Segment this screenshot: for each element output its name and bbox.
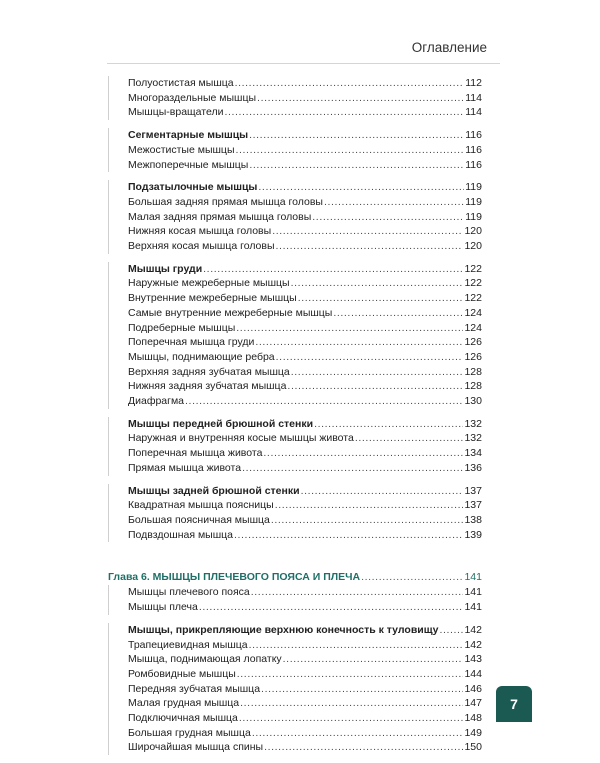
- toc-entry[interactable]: [128, 585, 482, 600]
- toc-entry-title: Мышцы груди: [128, 262, 203, 275]
- toc-entry-page: 141: [464, 601, 482, 614]
- dot-leader: [271, 513, 464, 528]
- toc-entry-page: 120: [464, 225, 482, 238]
- toc-section-heading[interactable]: [128, 262, 482, 277]
- dot-leader: [185, 394, 463, 409]
- dot-leader: [224, 105, 464, 120]
- toc-group: [108, 417, 482, 476]
- toc-entry-title: Поперечная мышца груди: [128, 336, 255, 349]
- toc-entry-page: 119: [465, 210, 482, 223]
- toc-entry-page: 130: [464, 395, 482, 408]
- dot-leader: [236, 321, 463, 336]
- toc-entry[interactable]: [128, 652, 482, 667]
- dot-leader: [235, 76, 465, 91]
- dot-leader: [439, 623, 463, 638]
- toc-entry[interactable]: [128, 335, 482, 350]
- toc-entry-page: 137: [464, 499, 482, 512]
- toc-entry[interactable]: [128, 600, 482, 615]
- chapter-page: 141: [464, 571, 482, 584]
- dot-leader: [333, 306, 463, 321]
- toc-entry-page: 122: [464, 277, 482, 290]
- dot-leader: [276, 239, 464, 254]
- toc-entry[interactable]: [128, 291, 482, 306]
- dot-leader: [258, 180, 464, 195]
- toc-entry-title: Межпоперечные мышцы: [128, 158, 249, 171]
- toc-entry[interactable]: [128, 394, 482, 409]
- table-of-contents: [108, 76, 482, 763]
- dot-leader: [263, 446, 463, 461]
- toc-entry-title: Нижняя косая мышца головы: [128, 225, 272, 238]
- toc-entry-page: 122: [464, 292, 482, 305]
- toc-entry-page: 149: [464, 726, 482, 739]
- dot-leader: [324, 195, 464, 210]
- dot-leader: [276, 350, 464, 365]
- chapter-spacer: [108, 550, 482, 570]
- dot-leader: [251, 585, 464, 600]
- dot-leader: [199, 600, 464, 615]
- toc-entry-page: 128: [464, 365, 482, 378]
- toc-entry-page: 141: [464, 586, 482, 599]
- toc-section-heading[interactable]: [128, 180, 482, 195]
- toc-section-heading[interactable]: [128, 417, 482, 432]
- toc-entry-page: 142: [464, 623, 482, 636]
- toc-entry[interactable]: [128, 224, 482, 239]
- dot-leader: [291, 276, 464, 291]
- toc-entry-page: 114: [465, 106, 482, 119]
- dot-leader: [242, 461, 463, 476]
- toc-entry-page: 126: [464, 336, 482, 349]
- toc-entry[interactable]: [128, 696, 482, 711]
- toc-entry[interactable]: [128, 239, 482, 254]
- dot-leader: [257, 91, 464, 106]
- toc-entry-title: Подреберные мышцы: [128, 321, 236, 334]
- toc-entry[interactable]: [128, 306, 482, 321]
- toc-section-heading[interactable]: [128, 128, 482, 143]
- toc-entry-page: 112: [465, 77, 482, 89]
- toc-entry[interactable]: [128, 158, 482, 173]
- toc-entry[interactable]: [128, 528, 482, 543]
- toc-entry-page: 119: [465, 181, 482, 194]
- toc-entry[interactable]: [128, 195, 482, 210]
- toc-entry-title: Мышцы передней брюшной стенки: [128, 417, 314, 430]
- toc-entry-page: 116: [465, 143, 482, 156]
- dot-leader: [261, 682, 463, 697]
- toc-entry-title: Диафрагма: [128, 395, 185, 408]
- dot-leader: [272, 224, 463, 239]
- toc-entry-page: 122: [464, 262, 482, 275]
- toc-entry-page: 148: [464, 712, 482, 725]
- toc-entry-title: Подвздошная мышца: [128, 528, 233, 541]
- toc-section-heading[interactable]: [128, 623, 482, 638]
- toc-entry-title: Мышцы задней брюшной стенки: [128, 484, 300, 497]
- toc-entry-page: 119: [465, 195, 482, 208]
- toc-entry-title: Большая грудная мышца: [128, 726, 251, 739]
- toc-entry-title: Малая грудная мышца: [128, 697, 240, 710]
- toc-entry-title: Наружная и внутренняя косые мышцы живота: [128, 432, 354, 445]
- toc-entry-page: 128: [464, 380, 482, 393]
- toc-entry-title: Нижняя задняя зубчатая мышца: [128, 380, 287, 393]
- toc-entry-page: 150: [464, 741, 482, 754]
- toc-group: [108, 128, 482, 172]
- toc-entry-page: 138: [464, 513, 482, 526]
- toc-entry-page: 132: [464, 432, 482, 445]
- dot-leader: [298, 291, 464, 306]
- toc-entry-page: 144: [464, 667, 482, 680]
- toc-entry-page: 126: [464, 350, 482, 363]
- dot-leader: [301, 484, 464, 499]
- toc-entry[interactable]: [128, 740, 482, 755]
- toc-entry[interactable]: [128, 726, 482, 741]
- toc-entry-title: Трапециевидная мышца: [128, 638, 248, 651]
- header-divider: [107, 63, 500, 64]
- toc-entry-page: 146: [464, 682, 482, 695]
- toc-entry[interactable]: [128, 91, 482, 106]
- toc-entry[interactable]: [128, 210, 482, 225]
- toc-entry-title: Ромбовидные мышцы: [128, 667, 236, 680]
- toc-entry-title: Верхняя косая мышца головы: [128, 240, 275, 253]
- toc-entry-title: Мышцы-вращатели: [128, 106, 224, 119]
- dot-leader: [264, 740, 463, 755]
- toc-entry-page: 136: [464, 461, 482, 474]
- toc-entry-title: Широчайшая мышца спины: [128, 741, 264, 754]
- toc-entry-title: Поперечная мышца живота: [128, 447, 263, 460]
- toc-entry-page: 137: [464, 484, 482, 497]
- toc-entry-page: 124: [464, 306, 482, 319]
- toc-group: [108, 76, 482, 120]
- dot-leader: [252, 726, 464, 741]
- toc-entry-title: Мышцы, поднимающие ребра: [128, 350, 275, 363]
- dot-leader: [249, 638, 464, 653]
- toc-entry-title: Полуостистая мышца: [128, 77, 234, 89]
- toc-entry[interactable]: [128, 365, 482, 380]
- toc-entry-title: Передняя зубчатая мышца: [128, 682, 261, 695]
- toc-entry-page: 116: [465, 158, 482, 171]
- toc-group: [108, 484, 482, 543]
- toc-group: [108, 623, 482, 755]
- toc-entry-title: Большая задняя прямая мышца головы: [128, 195, 323, 208]
- toc-group: [108, 262, 482, 409]
- dot-leader: [283, 652, 464, 667]
- toc-entry-page: 132: [464, 417, 482, 430]
- header-title: Оглавление: [411, 40, 487, 55]
- dot-leader: [291, 365, 464, 380]
- toc-entry[interactable]: [128, 105, 482, 120]
- toc-entry[interactable]: [128, 682, 482, 697]
- toc-entry-page: 120: [464, 240, 482, 253]
- toc-entry-title: Многораздельные мышцы: [128, 91, 257, 104]
- dot-leader: [287, 379, 463, 394]
- toc-entry[interactable]: [128, 711, 482, 726]
- toc-chapter-heading[interactable]: [108, 570, 482, 585]
- toc-entry-page: 142: [464, 638, 482, 651]
- dot-leader: [237, 667, 464, 682]
- toc-entry[interactable]: [128, 431, 482, 446]
- toc-group: [108, 585, 482, 614]
- toc-entry-title: Межостистые мышцы: [128, 143, 235, 156]
- toc-entry[interactable]: [128, 379, 482, 394]
- toc-entry-title: Квадратная мышца поясницы: [128, 499, 274, 512]
- toc-entry[interactable]: [128, 638, 482, 653]
- toc-entry-title: Подключичная мышца: [128, 712, 238, 725]
- page-number-badge: 7: [496, 686, 532, 722]
- toc-entry-page: 139: [464, 528, 482, 541]
- dot-leader: [255, 335, 463, 350]
- toc-entry-title: Верхняя задняя зубчатая мышца: [128, 365, 290, 378]
- toc-entry-page: 114: [465, 91, 482, 104]
- toc-entry-title: Мышцы плечевого пояса: [128, 586, 250, 599]
- chapter-title: Глава 6. МЫШЦЫ ПЛЕЧЕВОГО ПОЯСА И ПЛЕЧА: [108, 571, 361, 584]
- dot-leader: [355, 431, 464, 446]
- toc-entry-page: 143: [464, 653, 482, 666]
- dot-leader: [203, 262, 463, 277]
- toc-entry-page: 134: [464, 447, 482, 460]
- toc-section-heading[interactable]: [128, 484, 482, 499]
- toc-entry[interactable]: [128, 350, 482, 365]
- toc-group: [108, 180, 482, 254]
- toc-entry[interactable]: [128, 446, 482, 461]
- toc-entry-page: 124: [464, 321, 482, 334]
- dot-leader: [240, 696, 463, 711]
- dot-leader: [239, 711, 464, 726]
- dot-leader: [312, 210, 464, 225]
- toc-entry[interactable]: [128, 498, 482, 513]
- toc-entry-title: Мышцы плеча: [128, 601, 198, 614]
- dot-leader: [275, 498, 464, 513]
- dot-leader: [314, 417, 463, 432]
- toc-entry[interactable]: [128, 276, 482, 291]
- toc-entry[interactable]: [128, 667, 482, 682]
- toc-entry[interactable]: [128, 461, 482, 476]
- dot-leader: [361, 570, 463, 585]
- toc-entry-title: Подзатылочные мышцы: [128, 181, 258, 194]
- toc-entry-title: Прямая мышца живота: [128, 461, 242, 474]
- toc-entry-page: 116: [465, 129, 482, 142]
- dot-leader: [236, 143, 465, 158]
- toc-entry-title: Мышца, поднимающая лопатку: [128, 653, 282, 666]
- dot-leader: [249, 158, 464, 173]
- toc-entry-title: Сегментарные мышцы: [128, 129, 249, 142]
- toc-entry[interactable]: [128, 76, 482, 91]
- toc-entry[interactable]: [128, 321, 482, 336]
- toc-entry-title: Малая задняя прямая мышца головы: [128, 210, 312, 223]
- toc-entry-title: Мышцы, прикрепляющие верхнюю конечность к туловищу: [128, 623, 439, 636]
- toc-entry-title: Самые внутренние межреберные мышцы: [128, 306, 333, 319]
- toc-entry[interactable]: [128, 513, 482, 528]
- toc-entry-page: 147: [464, 697, 482, 710]
- dot-leader: [234, 528, 463, 543]
- toc-entry-title: Большая поясничная мышца: [128, 513, 270, 526]
- toc-entry-title: Наружные межреберные мышцы: [128, 277, 290, 290]
- dot-leader: [249, 128, 464, 143]
- toc-entry[interactable]: [128, 143, 482, 158]
- toc-entry-title: Внутренние межреберные мышцы: [128, 292, 297, 305]
